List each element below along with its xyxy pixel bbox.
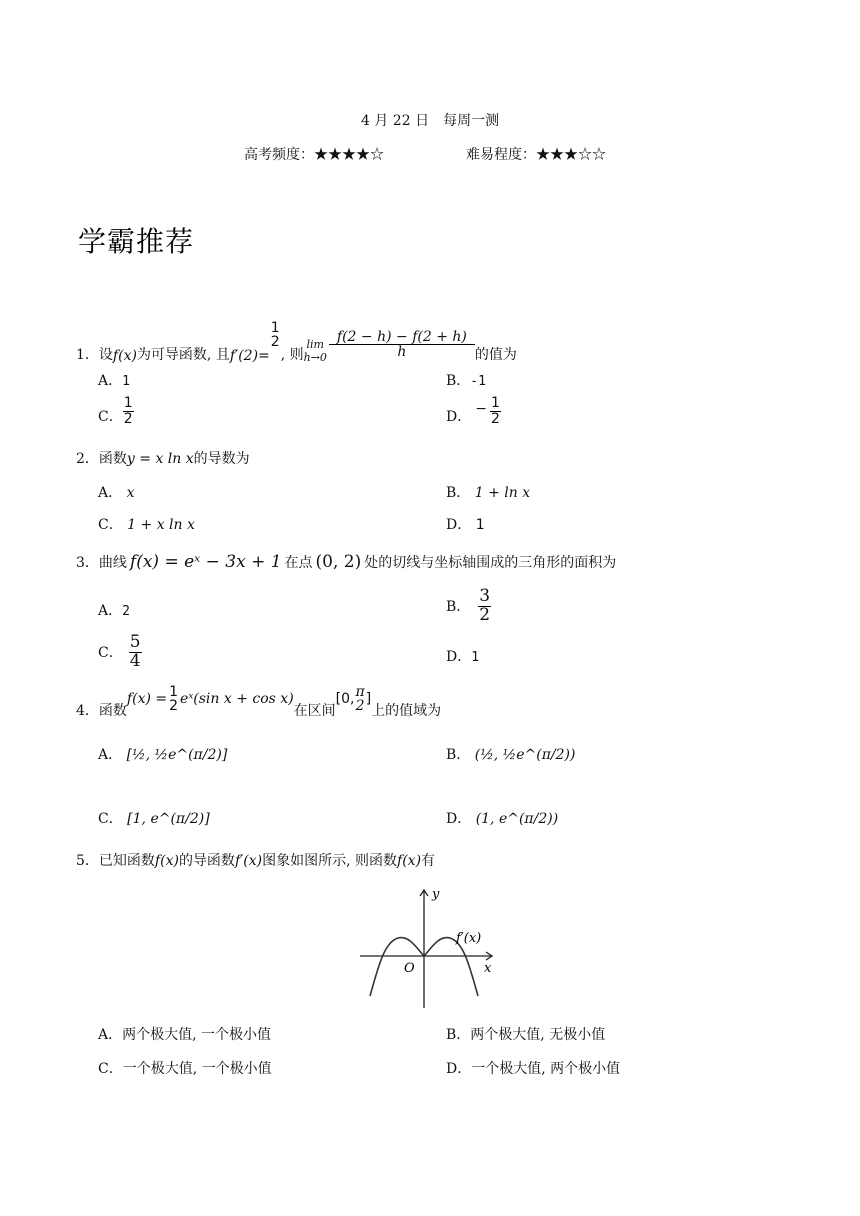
q5-text-1: 已知函数 <box>98 853 155 869</box>
q1-fx: f(x) <box>112 348 137 364</box>
origin-label: O <box>404 961 415 976</box>
question-number: 2． <box>76 451 99 467</box>
q5-text-3: 图象如图所示, 则函数 <box>262 853 398 869</box>
option-label: C． <box>98 645 123 662</box>
q5-fprime-x: f′(x) <box>234 853 263 869</box>
interval-close: ] <box>365 691 372 708</box>
fraction-numerator: 5 <box>129 632 141 652</box>
q2-option-a[interactable] <box>98 482 134 502</box>
q4-interval <box>336 685 372 714</box>
difficulty-rating <box>466 144 606 164</box>
fraction-denominator: 2 <box>479 604 491 625</box>
x-axis-label: x <box>484 961 492 976</box>
q2-option-d[interactable] <box>446 514 485 534</box>
question-2-stem <box>76 448 250 468</box>
q1-text-2: 为可导函数, 且 <box>136 347 230 363</box>
option-value: 1 <box>471 650 480 665</box>
curve-label: f′(x) <box>456 931 482 946</box>
q5-fx: f(x) <box>154 853 179 869</box>
fraction-numerator: 1 <box>270 319 280 336</box>
q3-option-d[interactable] <box>446 646 479 666</box>
fraction-denominator: h <box>397 344 407 361</box>
function-rhs: eˣ(sin x + cos x) <box>180 691 294 708</box>
option-value: 1 + ln x <box>474 485 531 501</box>
q3-option-b[interactable] <box>446 588 491 625</box>
option-label: C． <box>98 811 123 827</box>
option-value: [1, e^(π/2)] <box>127 811 210 827</box>
option-value: -1 <box>470 374 486 389</box>
q2-text-1: 函数 <box>98 451 127 467</box>
option-value: 1 <box>122 374 130 389</box>
q5-option-d[interactable]: D．一个极大值, 两个极小值 <box>446 1061 621 1077</box>
option-fraction <box>123 396 134 426</box>
interval-open: [0, <box>335 691 355 708</box>
q1-limit <box>304 338 327 364</box>
q1-text-4: 的值为 <box>474 347 517 363</box>
option-value: 1 + x ln x <box>127 517 195 533</box>
option-label: A． <box>98 485 123 501</box>
option-label: D． <box>446 517 472 533</box>
q5-text-2: 的导函数 <box>178 853 235 869</box>
frequency-stars: ★★★★☆ <box>314 147 384 163</box>
fraction-denominator: 2 <box>355 698 365 715</box>
q4-option-a[interactable] <box>98 744 227 764</box>
fraction-denominator: 2 <box>270 334 280 351</box>
option-label: B． <box>446 599 471 616</box>
option-fraction <box>129 634 142 671</box>
q1-half-fraction <box>270 321 281 350</box>
option-label: A． <box>98 603 123 619</box>
question-number: 5． <box>76 853 99 869</box>
option-value: (½, ½e^(π/2)) <box>474 747 576 763</box>
q1-option-a[interactable] <box>98 370 130 390</box>
q1-limit-fraction <box>329 330 475 360</box>
question-3-stem <box>76 552 616 572</box>
option-fraction <box>478 588 491 625</box>
question-number: 1． <box>76 347 99 363</box>
question-1-stem <box>76 316 517 364</box>
q3-text-3: 处的切线与坐标轴围成的三角形的面积为 <box>364 555 617 571</box>
option-label: D． <box>446 811 472 827</box>
option-label: B． <box>446 485 471 501</box>
minus-sign: − <box>475 401 487 418</box>
limit-operator: lim <box>306 338 324 351</box>
fraction-denominator: 4 <box>129 650 141 671</box>
option-value: x <box>126 485 135 501</box>
q4-option-d[interactable] <box>446 808 558 828</box>
date-line: 4 月 22 日 每周一测 <box>361 113 500 129</box>
derivative-graph <box>352 880 512 1012</box>
q1-fprime: f′(2)= <box>229 348 270 364</box>
fraction-numerator: 1 <box>169 683 179 700</box>
fraction-denominator: 2 <box>490 410 500 427</box>
q5-text-4: 有 <box>421 853 436 869</box>
option-label: D． <box>446 649 472 665</box>
q1-option-d[interactable] <box>446 396 501 426</box>
question-number: 4． <box>76 703 99 719</box>
q4-function <box>127 685 294 714</box>
q5-option-a[interactable]: A．两个极大值, 一个极小值 <box>98 1027 272 1043</box>
fraction-numerator: 3 <box>479 586 491 606</box>
option-label: D． <box>446 409 472 426</box>
frequency-label: 高考频度： <box>244 147 314 163</box>
q4-text-1: 函数 <box>98 703 127 719</box>
q4-option-b[interactable] <box>446 744 575 764</box>
option-value: [½, ½e^(π/2)] <box>126 747 228 763</box>
q4-option-c[interactable] <box>98 808 210 828</box>
y-axis-label: y <box>432 887 440 902</box>
section-title: 学霸推荐 <box>78 225 195 258</box>
option-label: A． <box>98 373 123 389</box>
option-fraction <box>490 396 501 426</box>
q1-text-3: , 则 <box>280 347 304 363</box>
fraction-numerator: π <box>355 683 365 700</box>
difficulty-label: 难易程度： <box>466 147 536 163</box>
function-lhs: f(x) = <box>126 691 168 708</box>
q2-option-c[interactable] <box>98 514 195 534</box>
question-4-stem <box>76 684 441 720</box>
option-label: C． <box>98 517 123 533</box>
q5-option-c[interactable]: C．一个极大值, 一个极小值 <box>98 1061 272 1077</box>
frequency-rating <box>244 144 384 164</box>
fraction-denominator: 2 <box>123 410 133 427</box>
q4-text-2: 在区间 <box>293 703 336 719</box>
q1-option-b[interactable] <box>446 370 486 390</box>
q5-option-b[interactable]: B．两个极大值, 无极小值 <box>446 1027 606 1043</box>
difficulty-stars: ★★★☆☆ <box>536 147 606 163</box>
limit-subscript: h→0 <box>303 351 327 364</box>
q2-text-2: 的导数为 <box>193 451 250 467</box>
option-label: B． <box>446 747 471 763</box>
q3-text-1: 曲线 <box>98 555 127 571</box>
q4-text-3: 上的值域为 <box>371 703 442 719</box>
q2-option-b[interactable] <box>446 482 530 502</box>
fraction-numerator: 1 <box>123 395 133 411</box>
question-5-stem <box>76 850 435 870</box>
q3-option-a[interactable] <box>98 600 130 620</box>
interval-fraction <box>355 685 366 714</box>
fraction-numerator: f(2 − h) − f(2 + h) <box>329 330 475 346</box>
q2-expression: y = x ln x <box>126 451 194 467</box>
fraction-denominator: 2 <box>169 698 179 715</box>
q1-text-1: 设 <box>98 347 113 363</box>
coefficient-fraction <box>168 685 179 714</box>
option-label: C． <box>98 409 123 426</box>
option-label: B． <box>446 373 471 389</box>
q3-option-c[interactable] <box>98 634 142 671</box>
q3-text-2: 在点 <box>284 555 313 571</box>
q5-fx-2: f(x) <box>397 853 422 869</box>
question-number: 3． <box>76 555 99 571</box>
option-value: 1 <box>475 517 485 533</box>
q3-expression: f(x) = eˣ − 3x + 1 <box>129 552 282 572</box>
q1-option-c[interactable] <box>98 396 134 426</box>
fraction-numerator: 1 <box>490 395 500 411</box>
q3-point: (0, 2) <box>315 552 362 572</box>
option-value: 2 <box>122 604 130 619</box>
option-value: (1, e^(π/2)) <box>475 811 559 827</box>
option-label: A． <box>98 747 123 763</box>
